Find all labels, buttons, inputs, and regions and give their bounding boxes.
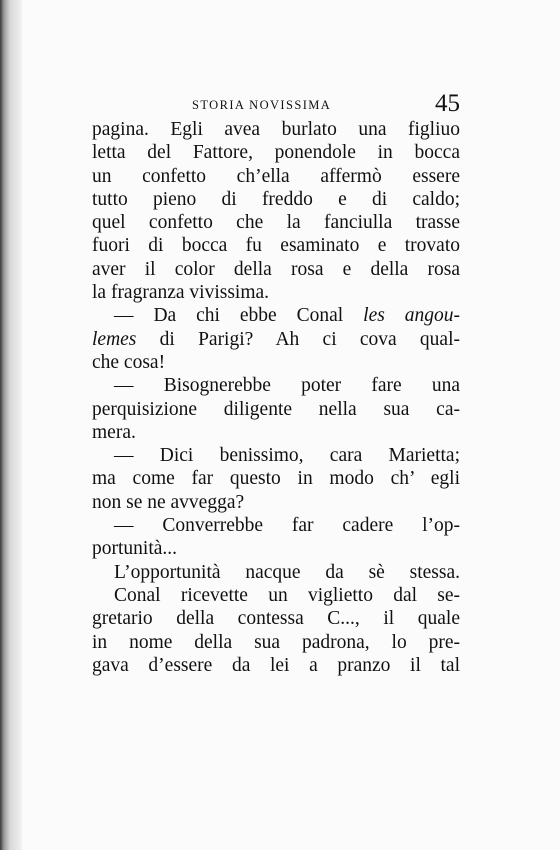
text-line: letta del Fattore, ponendole in bocca bbox=[92, 142, 460, 164]
running-title: STORIA NOVISSIMA bbox=[192, 98, 332, 112]
text-line: portunità... bbox=[92, 538, 178, 560]
italic-segment: lemes bbox=[92, 328, 137, 350]
body-text bbox=[92, 118, 460, 677]
text-line-dialogue: — Converrebbe far cadere l’op- bbox=[114, 515, 460, 537]
text-line: non se ne avvegga? bbox=[92, 491, 245, 513]
text-line: gretario della contessa C..., il quale bbox=[92, 608, 460, 630]
binding-edge bbox=[0, 0, 22, 850]
text-line: quel confetto che la fanciulla trasse bbox=[92, 212, 460, 234]
text-line: un confetto ch’ella affermò essere bbox=[92, 165, 460, 187]
text-line: in nome della sua padrona, lo pre- bbox=[92, 631, 460, 653]
text-line-dialogue: — Bisognerebbe poter fare una bbox=[114, 375, 460, 397]
text-line: perquisizione diligente nella sua ca- bbox=[92, 398, 460, 420]
text-line: aver il color della rosa e della rosa bbox=[92, 258, 460, 280]
text-line: pagina. Egli avea burlato una figliuo bbox=[92, 119, 460, 140]
text-line: tutto pieno di freddo e di caldo; bbox=[92, 188, 460, 210]
text-line-paragraph-start: Conal ricevette un viglietto dal se- bbox=[114, 584, 460, 606]
italic-segment: les angou- bbox=[363, 305, 461, 327]
text-line-paragraph-start: L’opportunità nacque da sè stessa. bbox=[114, 561, 460, 583]
text-line-dialogue: — Dici benissimo, cara Marietta; bbox=[114, 445, 460, 467]
text-line: mera. bbox=[92, 421, 136, 443]
text-segment: — Da chi ebbe Conal bbox=[114, 305, 364, 327]
text-line bbox=[92, 328, 460, 351]
text-line: ma come far questo in modo ch’ egli bbox=[92, 468, 460, 490]
text-line: fuori di bocca fu esaminato e trovato bbox=[92, 235, 460, 257]
text-line: gava d’essere da lei a pranzo il tal bbox=[92, 654, 460, 676]
text-line: che cosa! bbox=[92, 351, 166, 373]
text-line: la fragranza vivissima. bbox=[92, 282, 270, 304]
page-number: 45 bbox=[435, 90, 460, 117]
page-header bbox=[92, 92, 460, 120]
text-segment: di Parigi? Ah ci cova qual- bbox=[136, 328, 460, 350]
text-line-dialogue bbox=[92, 304, 460, 327]
